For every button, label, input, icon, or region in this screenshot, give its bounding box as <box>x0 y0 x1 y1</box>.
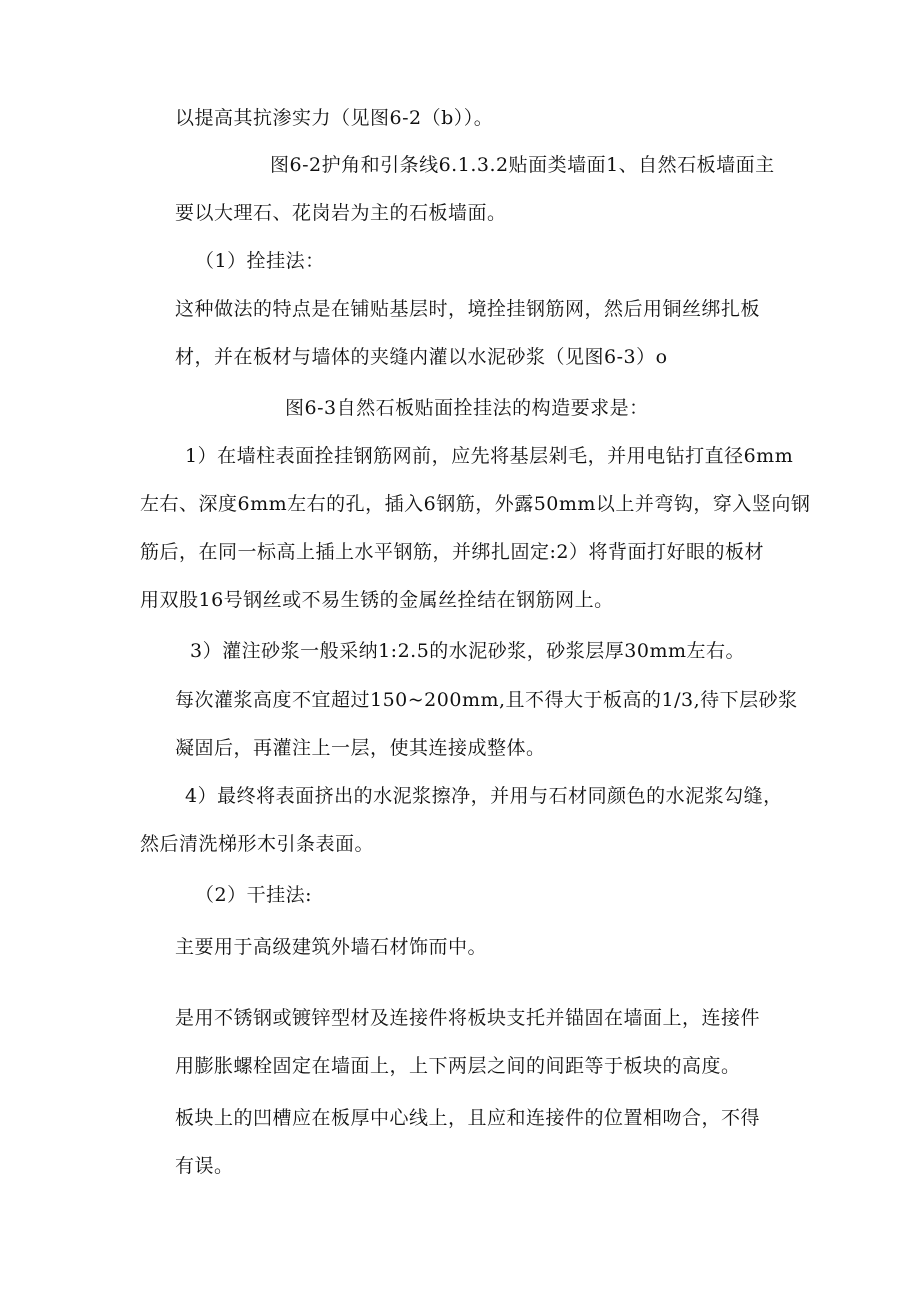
text-line: 1）在墙柱表面拴挂钢筋网前，应先将基层剁毛，并用电钻打直径6mm <box>185 445 794 467</box>
text-line: 每次灌浆高度不宜超过150~200mm,且不得大于板高的1/3,待下层砂浆 <box>175 689 798 711</box>
text-line: 用双股16号钢丝或不易生锈的金属丝拴结在钢筋网上。 <box>140 589 614 611</box>
text-line: 用膨胀螺栓固定在墙面上，上下两层之间的间距等于板块的高度。 <box>175 1055 741 1077</box>
text-line: 4）最终将表面挤出的水泥浆擦净，并用与石材同颜色的水泥浆勾缝， <box>185 785 783 807</box>
text-line: 筋后，在同一标高上插上水平钢筋，并绑扎固定:2）将背面打好眼的板材 <box>140 541 764 563</box>
text-line: 左右、深度6mm左右的孔，插入6钢筋，外露50mm以上并弯钩，穿入竖向钢 <box>140 493 811 515</box>
text-line: 以提高其抗渗实力（见图6-2（b））。 <box>175 107 494 129</box>
figure-caption: 图6-2护角和引条线6.1.3.2贴面类墙面1、自然石板墙面主 <box>270 154 775 176</box>
text-line: 有误。 <box>175 1155 234 1177</box>
text-line: 板块上的凹槽应在板厚中心线上，且应和连接件的位置相吻合，不得 <box>175 1107 761 1129</box>
text-line: 是用不锈钢或镀锌型材及连接件将板块支托并锚固在墙面上，连接件 <box>175 1007 761 1029</box>
section-heading: （2）干挂法: <box>195 884 312 906</box>
text-line: 主要用于高级建筑外墙石材饰而中。 <box>175 936 488 958</box>
text-line: 要以大理石、花岗岩为主的石板墙面。 <box>175 202 507 224</box>
text-line: 然后清洗梯形木引条表面。 <box>140 833 375 855</box>
section-heading: （1）拴挂法： <box>195 250 325 272</box>
text-line: 这种做法的特点是在铺贴基层时，境拴挂钢筋网，然后用铜丝绑扎板 <box>175 298 761 320</box>
text-line: 凝固后，再灌注上一层，使其连接成整体。 <box>175 737 546 759</box>
figure-caption: 图6-3自然石板贴面拴挂法的构造要求是： <box>285 397 649 419</box>
text-line: 3）灌注砂浆一般采纳1:2.5的水泥砂浆，砂浆层厚30mm左右。 <box>190 640 746 662</box>
text-line: 材，并在板材与墙体的夹缝内灌以水泥砂浆（见图6-3）o <box>175 346 668 368</box>
